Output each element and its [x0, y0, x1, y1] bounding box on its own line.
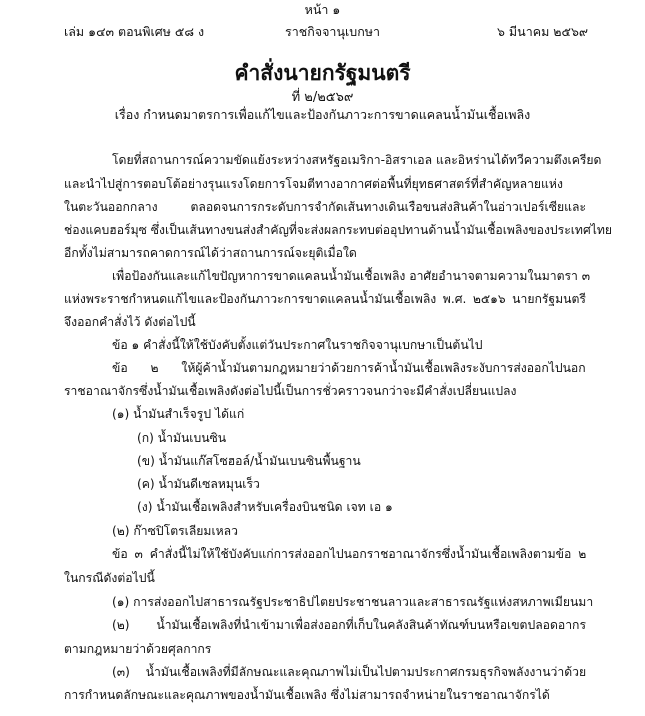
- body-line: จึงออกคำสั่งไว้ ดังต่อไปนี้: [64, 315, 196, 329]
- list-item: (๓) น้ำมันเชื้อเพลิงที่มีลักษณะและคุณภาพไม่เป็นไปตามประกาศกรมธุรกิจพลังงานว่าด้วย: [112, 665, 587, 679]
- body-line: การกำหนดลักษณะและคุณภาพของน้ำมันเชื้อเพลิง ซึ่งไม่สามารถจำหน่ายในราชอาณาจักรได้: [64, 688, 550, 702]
- body-line: อีกทั้งไม่สามารถคาดการณ์ได้ว่าสถานการณ์จะยุติเมื่อใด: [64, 246, 357, 260]
- body-line: ในกรณีดังต่อไปนี้: [64, 571, 155, 585]
- gazette-name: ราชกิจจานุเบกษา: [285, 24, 381, 39]
- page-number: หน้า ๑: [304, 2, 341, 17]
- order-number: ที่ ๒/๒๕๖๙: [291, 90, 354, 105]
- body-line: และนำไปสู่การตอบโต้อย่างรุนแรงโดยการโจมตีทางอากาศต่อพื้นที่ยุทธศาสตร์ที่สำคัญหลายแห่ง: [64, 177, 563, 191]
- list-item: (ข) น้ำมันแก๊สโซฮอล์/น้ำมันเบนซินพื้นฐาน: [137, 454, 361, 468]
- clause-3: ข้อ ๓ คำสั่งนี้ไม่ให้ใช้บังคับแก่การส่งออกไปนอกราชอาณาจักรซึ่งน้ำมันเชื้อเพลิงตามข้อ ๒: [112, 547, 587, 561]
- volume-issue: เล่ม ๑๔๓ ตอนพิเศษ ๕๘ ง: [64, 24, 205, 39]
- document-title: คำสั่งนายกรัฐมนตรี: [234, 61, 411, 85]
- body-line: ช่องแคบฮอร์มุซ ซึ่งเป็นเส้นทางขนส่งสำคัญที่จะส่งผลกระทบต่ออุปทานด้านน้ำมันเชื้อเพลิงของประเทศไทย: [64, 223, 612, 237]
- clause-2: ข้อ ๒ ให้ผู้ค้าน้ำมันตามกฎหมายว่าด้วยการค้าน้ำมันเชื้อเพลิงระงับการส่งออกไปนอก: [112, 361, 586, 375]
- publication-date: ๖ มีนาคม ๒๕๖๙: [497, 24, 589, 39]
- clause-1: ข้อ ๑ คำสั่งนี้ให้ใช้บังคับตั้งแต่วันประกาศในราชกิจจานุเบกษาเป็นต้นไป: [112, 338, 483, 352]
- list-item: (ก) น้ำมันเบนซิน: [137, 431, 227, 445]
- list-item: (๑) การส่งออกไปสาธารณรัฐประชาธิปไตยประชาชนลาวและสาธารณรัฐแห่งสหภาพเมียนมา: [112, 595, 594, 609]
- list-item: (๒) ก๊าซปิโตรเลียมเหลว: [112, 524, 238, 538]
- list-item: (ง) น้ำมันเชื้อเพลิงสำหรับเครื่องบินชนิด เจท เอ ๑: [137, 500, 393, 514]
- body-line: เพื่อป้องกันและแก้ไขปัญหาการขาดแคลนน้ำมันเชื้อเพลิง อาศัยอำนาจตามความในมาตรา ๓: [112, 269, 591, 283]
- body-line: แห่งพระราชกำหนดแก้ไขและป้องกันภาวะการขาดแคลนน้ำมันเชื้อเพลิง พ.ศ. ๒๕๑๖ นายกรัฐมนตรี: [64, 292, 586, 306]
- body-line: โดยที่สถานการณ์ความขัดแย้งระหว่างสหรัฐอเมริกา-อิสราเอล และอิหร่านได้ทวีความตึงเครียด: [112, 153, 602, 167]
- body-line: ตามกฎหมายว่าด้วยศุลกากร: [64, 642, 212, 656]
- list-item: (๒) น้ำมันเชื้อเพลิงที่นำเข้ามาเพื่อส่งออกที่เก็บในคลังสินค้าทัณฑ์บนหรือเขตปลอดอากร: [112, 618, 586, 632]
- order-subject: เรื่อง กำหนดมาตรการเพื่อแก้ไขและป้องกันภาวะการขาดแคลนน้ำมันเชื้อเพลิง: [114, 107, 531, 122]
- body-line: ราชอาณาจักรซึ่งน้ำมันเชื้อเพลิงดังต่อไปนี้เป็นการชั่วคราวจนกว่าจะมีคำสั่งเปลี่ยนแปลง: [64, 384, 517, 398]
- list-item: (ค) น้ำมันดีเซลหมุนเร็ว: [137, 477, 260, 491]
- list-item: (๑) น้ำมันสำเร็จรูป ได้แก่: [112, 407, 245, 421]
- body-line: ในตะวันออกกลาง ตลอดจนการกระดับการจำกัดเส้นทางเดินเรือขนส่งสินค้าในอ่าวเปอร์เซียและ: [64, 200, 587, 214]
